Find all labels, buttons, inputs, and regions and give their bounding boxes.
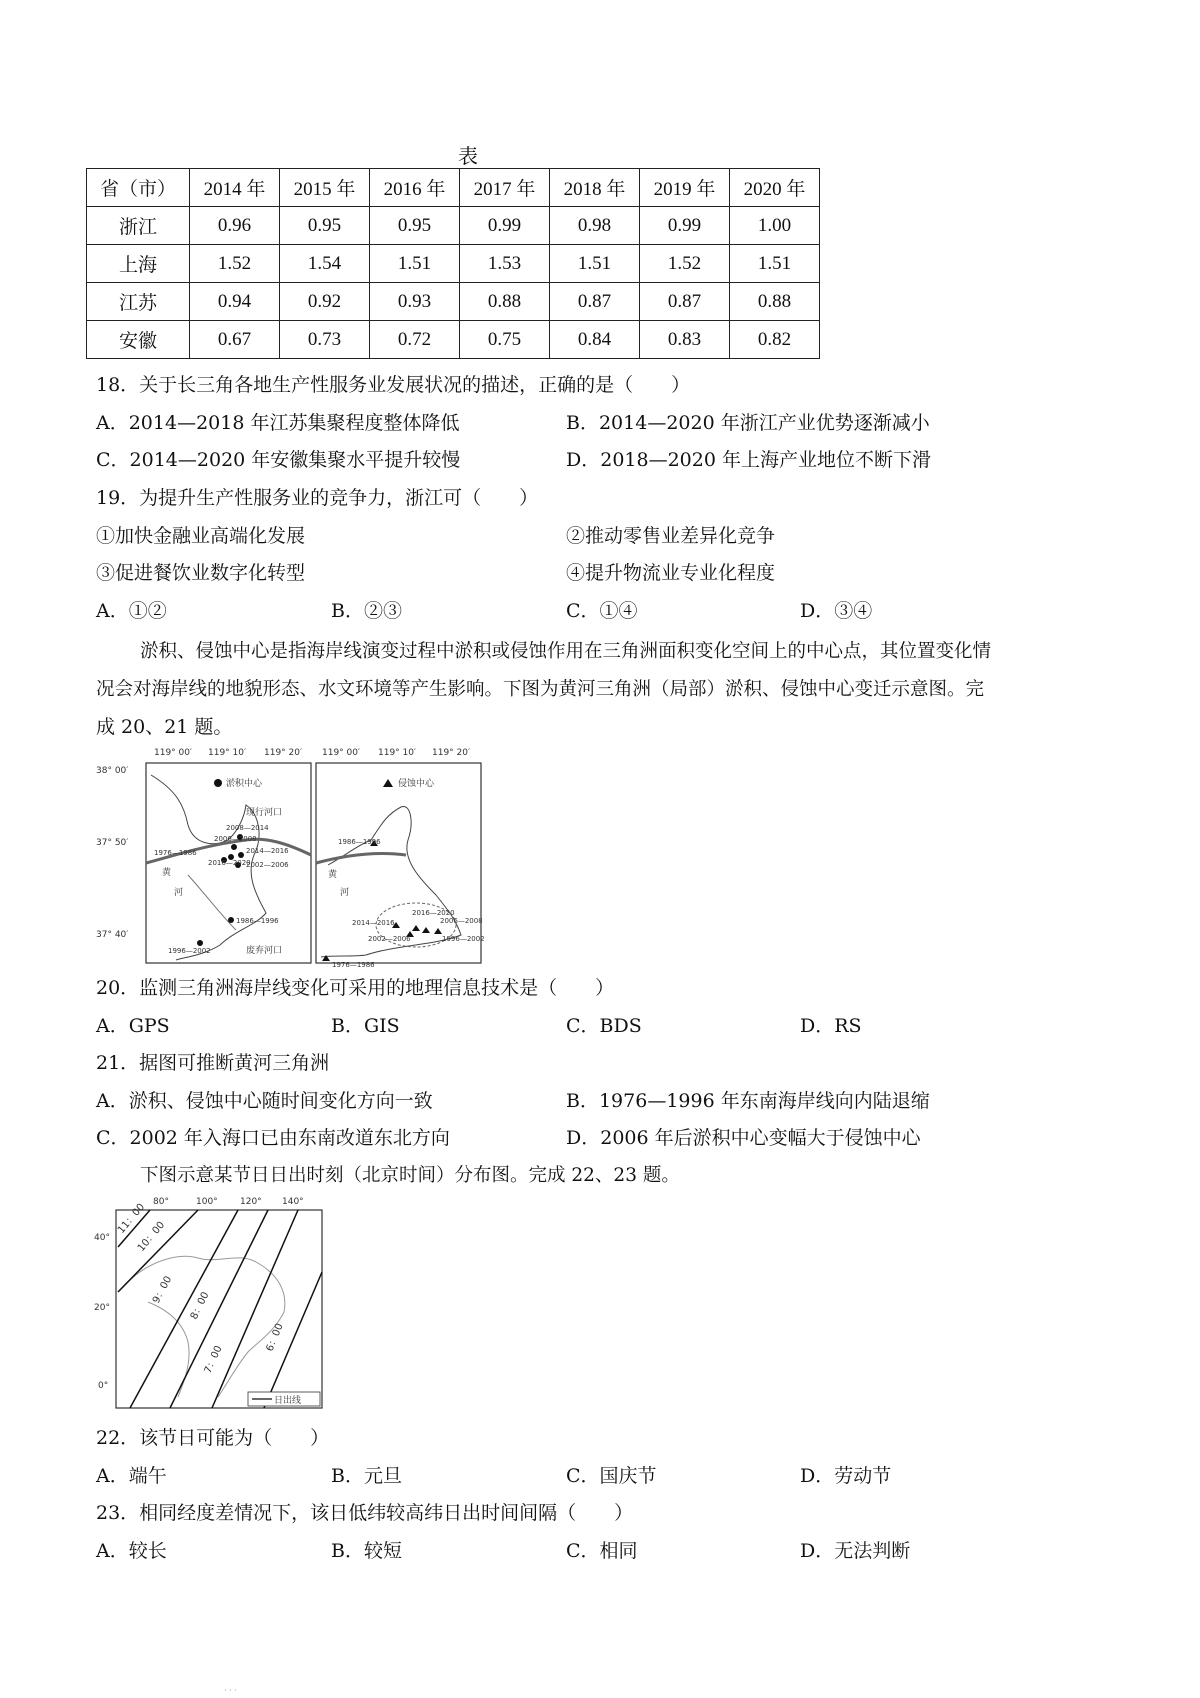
table-cell: 浙江	[87, 207, 190, 245]
q19-option-d: D．③④	[800, 600, 873, 622]
intro20-line-3: 成 20、21 题。	[96, 716, 233, 738]
table-row	[87, 321, 820, 359]
deposition-point	[197, 940, 203, 946]
lon-label: 119° 20′	[432, 748, 471, 758]
isoline-label: 6：00	[264, 1322, 286, 1354]
q20-option-a: A．GPS	[96, 1015, 170, 1037]
q19-option-c: C．①④	[566, 600, 638, 622]
lon-label: 119° 10′	[208, 748, 247, 758]
q21-option-d: D．2006 年后淤积中心变幅大于侵蚀中心	[566, 1127, 921, 1149]
table-cell: 0.73	[280, 321, 370, 359]
table-cell: 江苏	[87, 283, 190, 321]
period-label: 2006—2008	[214, 835, 257, 843]
period-label: 2016—2020	[208, 859, 251, 867]
q22-option-d: D．劳动节	[800, 1465, 892, 1487]
table-cell: 0.88	[730, 283, 820, 321]
intro20-line-1: 淤积、侵蚀中心是指海岸线演变过程中淤积或侵蚀作用在三角洲面积变化空间上的中心点，其位置变化情	[140, 641, 992, 662]
lon-label: 119° 00′	[154, 748, 193, 758]
q22-option-a: A．端午	[96, 1465, 167, 1487]
q19-item-3: ③促进餐饮业数字化转型	[96, 562, 306, 584]
period-label: 1996—2002	[168, 947, 211, 955]
period-label: 1996—2002	[442, 935, 485, 943]
erosion-legend-icon	[383, 779, 393, 787]
table-cell: 0.93	[370, 283, 460, 321]
table-cell: 0.94	[190, 283, 280, 321]
q19-item-1: ①加快金融业高端化发展	[96, 525, 306, 547]
sunrise-legend-label: 日出线	[274, 1396, 302, 1406]
current-mouth-label: 现行河口	[246, 808, 283, 818]
q18-option-c: C．2014—2020 年安徽集聚水平提升较慢	[96, 449, 461, 471]
legend-erosion: 侵蚀中心	[398, 779, 435, 789]
lon-label: 119° 20′	[264, 748, 303, 758]
period-label: 2008—2014	[226, 824, 269, 832]
table-cell: 1.51	[730, 245, 820, 283]
river-label: 河	[174, 888, 184, 898]
q22-stem: 22．该节日可能为（ ）	[96, 1427, 330, 1449]
table-header-cell: 2015 年	[280, 169, 370, 207]
table-cell: 0.95	[280, 207, 370, 245]
table-cell: 0.99	[460, 207, 550, 245]
table-cell: 1.52	[190, 245, 280, 283]
table-cell: 0.87	[550, 283, 640, 321]
period-label: 1986—1996	[338, 838, 381, 846]
table-header-cell: 2016 年	[370, 169, 460, 207]
table-cell: 0.96	[190, 207, 280, 245]
lat-label: 20°	[94, 1303, 110, 1313]
deposition-point	[228, 917, 234, 923]
q23-option-c: C．相同	[566, 1540, 638, 1562]
table-header-cell: 2018 年	[550, 169, 640, 207]
data-table	[86, 168, 820, 359]
q23-option-b: B．较短	[331, 1540, 402, 1562]
q19-stem: 19．为提升生产性服务业的竞争力，浙江可（ ）	[96, 487, 539, 509]
q23-stem: 23．相同经度差情况下，该日低纬较高纬日出时间间隔（ ）	[96, 1502, 634, 1524]
period-label: 2002—2006	[246, 861, 289, 869]
right-map-frame	[316, 763, 481, 963]
table-header-cell: 2014 年	[190, 169, 280, 207]
table-cell: 0.72	[370, 321, 460, 359]
table-cell: 1.51	[370, 245, 460, 283]
lon-label: 119° 10′	[378, 748, 417, 758]
table-cell: 0.98	[550, 207, 640, 245]
table-cell: 1.52	[640, 245, 730, 283]
q18-option-d: D．2018—2020 年上海产业地位不断下滑	[566, 449, 931, 471]
q21-option-c: C．2002 年入海口已由东南改道东北方向	[96, 1127, 450, 1149]
isoline-label: 11：00	[115, 1201, 148, 1236]
table-row	[87, 245, 820, 283]
table-cell: 0.82	[730, 321, 820, 359]
table-cell: 上海	[87, 245, 190, 283]
sunrise-map-figure	[88, 1192, 328, 1414]
period-label: 1976—1986	[154, 849, 197, 857]
continent-outline	[128, 1256, 285, 1397]
period-label: 2006—2008	[440, 917, 483, 925]
q21-option-a: A．淤积、侵蚀中心随时间变化方向一致	[96, 1090, 433, 1112]
river-label: 黄	[162, 868, 172, 878]
table-cell: 0.84	[550, 321, 640, 359]
q23-option-a: A．较长	[96, 1540, 167, 1562]
table-caption: 表	[458, 144, 478, 168]
table-cell: 1.53	[460, 245, 550, 283]
q23-option-d: D．无法判断	[800, 1540, 911, 1562]
q20-option-d: D．RS	[800, 1015, 862, 1037]
old-mouth-label: 废弃河口	[246, 946, 283, 956]
table-header-cell: 2017 年	[460, 169, 550, 207]
period-label: 2002—2006	[368, 935, 411, 943]
erosion-point	[422, 927, 430, 933]
isoline-label: 9：00	[150, 1274, 175, 1306]
deposition-point	[238, 852, 244, 858]
table-cell: 0.95	[370, 207, 460, 245]
period-label: 2014—2016	[246, 847, 289, 855]
period-label: 2016—2020	[412, 909, 455, 917]
q19-item-4: ④提升物流业专业化程度	[566, 562, 776, 584]
table-cell: 1.51	[550, 245, 640, 283]
table-cell: 1.00	[730, 207, 820, 245]
table-cell: 0.75	[460, 321, 550, 359]
lon-label: 140°	[282, 1197, 304, 1207]
table-row	[87, 207, 820, 245]
isoline-label: 8：00	[188, 1290, 212, 1322]
table-header-cell: 省（市）	[87, 169, 190, 207]
q20-stem: 20．监测三角洲海岸线变化可采用的地理信息技术是（ ）	[96, 977, 615, 999]
q22-option-b: B．元旦	[331, 1465, 402, 1487]
deposition-legend-icon	[214, 779, 222, 787]
lon-label: 119° 00′	[322, 748, 361, 758]
period-label: 1976—1986	[332, 961, 375, 969]
q18-option-a: A．2014—2018 年江苏集聚程度整体降低	[96, 412, 460, 434]
period-label: 1986—1996	[236, 917, 279, 925]
isoline-label: 10：00	[135, 1219, 168, 1254]
lat-label: 37° 50′	[96, 838, 129, 848]
river-label: 河	[340, 888, 350, 898]
table-cell: 0.87	[640, 283, 730, 321]
lon-label: 120°	[240, 1197, 262, 1207]
erosion-point	[412, 925, 420, 931]
legend-deposition: 淤积中心	[226, 779, 263, 789]
q19-option-b: B．②③	[331, 600, 402, 622]
isoline-label: 7：00	[202, 1344, 225, 1376]
lon-label: 100°	[196, 1197, 218, 1207]
lat-label: 0°	[98, 1381, 109, 1391]
delta-maps-figure	[96, 745, 496, 970]
lat-label: 38° 00′	[96, 766, 129, 776]
deposition-point	[231, 844, 237, 850]
table-cell: 安徽	[87, 321, 190, 359]
right-river	[316, 853, 406, 863]
period-label: 2014—2016	[352, 919, 395, 927]
page-footer-mark: · · ·	[224, 1686, 237, 1695]
table-header-cell: 2020 年	[730, 169, 820, 207]
erosion-point	[434, 928, 442, 934]
intro20-line-2: 况会对海岸线的地貌形态、水文环境等产生影响。下图为黄河三角洲（局部）淤积、侵蚀中心变迁示意图。完	[96, 679, 985, 700]
table-header-cell: 2019 年	[640, 169, 730, 207]
table-row	[87, 283, 820, 321]
lat-label: 37° 40′	[96, 930, 129, 940]
sunrise-line	[212, 1210, 298, 1408]
q22-option-c: C．国庆节	[566, 1465, 657, 1487]
table-cell: 1.54	[280, 245, 370, 283]
table-cell: 0.99	[640, 207, 730, 245]
q21-option-b: B．1976—1996 年东南海岸线向内陆退缩	[566, 1090, 930, 1112]
table-cell: 0.92	[280, 283, 370, 321]
river-label: 黄	[328, 870, 338, 880]
q19-option-a: A．①②	[96, 600, 167, 622]
intro22: 下图示意某节日日出时刻（北京时间）分布图。完成 22、23 题。	[140, 1165, 680, 1186]
q20-option-b: B．GIS	[331, 1015, 400, 1037]
q20-option-c: C．BDS	[566, 1015, 642, 1037]
table-cell: 0.67	[190, 321, 280, 359]
lat-label: 40°	[94, 1233, 110, 1243]
q21-stem: 21．据图可推断黄河三角洲	[96, 1052, 330, 1074]
q18-stem: 18．关于长三角各地生产性服务业发展状况的描述，正确的是（ ）	[96, 374, 691, 396]
table-header-row	[87, 169, 820, 207]
table-cell: 0.83	[640, 321, 730, 359]
lon-label: 80°	[153, 1197, 169, 1207]
q18-option-b: B．2014—2020 年浙江产业优势逐渐减小	[566, 412, 930, 434]
table-cell: 0.88	[460, 283, 550, 321]
q19-item-2: ②推动零售业差异化竞争	[566, 525, 776, 547]
